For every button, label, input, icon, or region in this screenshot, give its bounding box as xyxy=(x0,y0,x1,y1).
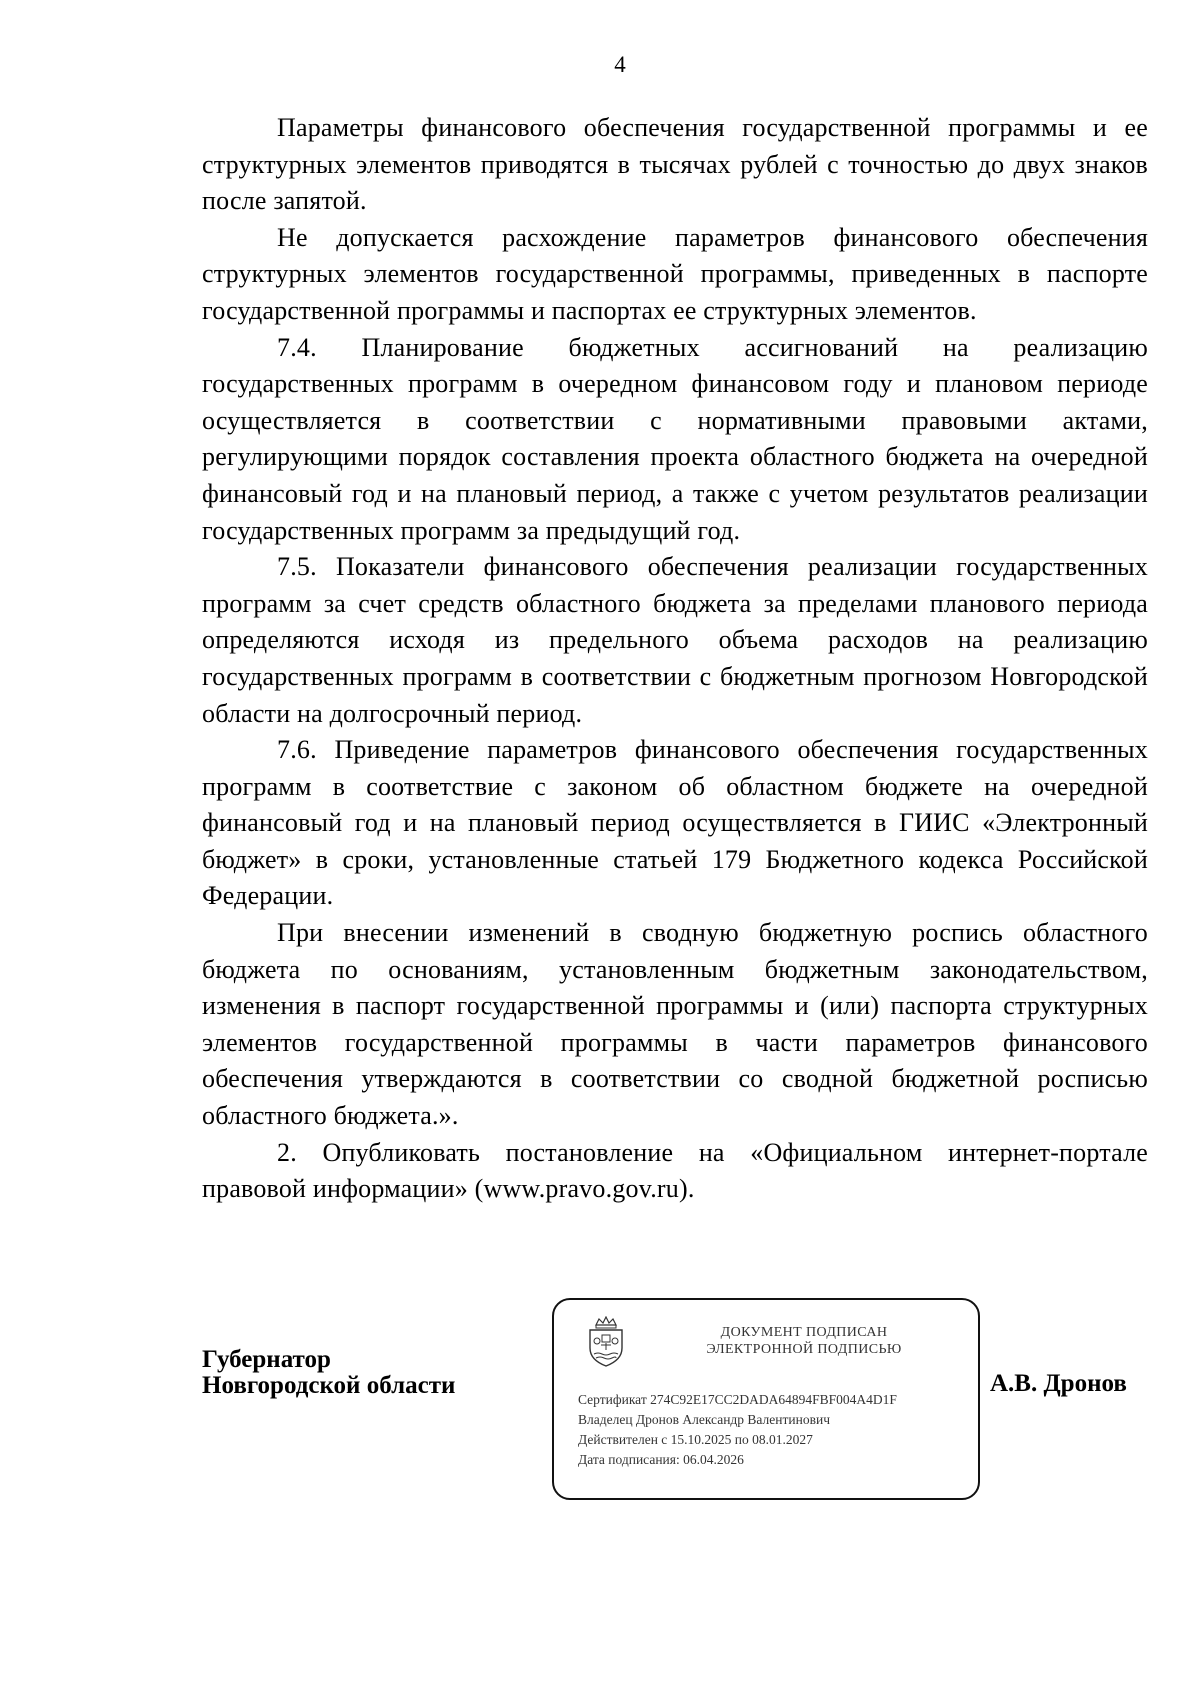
paragraph-parameters-discrepancy: Не допускается расхождение параметров финансового обеспечения структурных элементов государственной программы, приведенных в паспорте государственной программы и паспортах ее структурных элементов. xyxy=(202,222,1148,325)
paragraph-7-4: 7.4. Планирование бюджетных ассигнований на реализацию государственных программ в очередном финансовом году и плановом периоде осуществляется в соответствии с нормативными правовыми актами, регулирующими порядок составления проекта областного бюджета на очередной финансовый год и на плановый период, а также с учетом результатов реализации государственных программ за предыдущий год. xyxy=(202,332,1148,545)
stamp-validity: Действителен с 15.10.2025 по 08.01.2027 xyxy=(578,1432,813,1447)
stamp-owner: Владелец Дронов Александр Валентинович xyxy=(578,1412,830,1427)
signatory-title: Губернатор xyxy=(202,1346,331,1373)
paragraph-budget-changes: При внесении изменений в сводную бюджетную роспись областного бюджета по основаниям, установленным бюджетным законодательством, изменения в паспорт государственной программы и (или) паспорта структурных элементов государственной программы в части параметров финансового обеспечения утверждаются в соответствии со сводной бюджетной росписью областного бюджета.». xyxy=(202,918,1148,1131)
electronic-signature-stamp xyxy=(552,1298,980,1500)
coat-of-arms-icon xyxy=(584,1316,628,1368)
paragraph-7-5: 7.5. Показатели финансового обеспечения реализации государственных программ за счет средств областного бюджета за пределами планового периода определяются исходя из предельного объема расходов на реализацию государственных программ в соответствии с бюджетным прогнозом Новгородской области на долгосрочный период. xyxy=(202,552,1148,728)
document-body xyxy=(202,110,1148,1208)
stamp-details xyxy=(578,1390,897,1470)
stamp-header xyxy=(644,1324,964,1358)
signatory-region: Новгородской области xyxy=(202,1372,456,1399)
signatory-name: А.В. Дронов xyxy=(990,1370,1127,1397)
paragraph-publication: 2. Опубликовать постановление на «Официальном интернет-портале правовой информации» (www.pravo.gov.ru). xyxy=(202,1137,1148,1204)
stamp-signing-date: Дата подписания: 06.04.2026 xyxy=(578,1452,744,1467)
stamp-header-line2: ЭЛЕКТРОННОЙ ПОДПИСЬЮ xyxy=(706,1342,902,1357)
signatory-position xyxy=(202,1347,455,1399)
paragraph-7-6: 7.6. Приведение параметров финансового обеспечения государственных программ в соответствие с законом об областном бюджете на очередной финансовый год и на плановый период осуществляется в ГИИС «Электронный бюджет» в сроки, установленные статьей 179 Бюджетного кодекса Российской Федерации. xyxy=(202,735,1148,911)
paragraph-financial-parameters: Параметры финансового обеспечения государственной программы и ее структурных элементов приводятся в тысячах рублей с точностью до двух знаков после запятой. xyxy=(202,113,1148,216)
page-number: 4 xyxy=(614,52,626,77)
stamp-certificate: Сертификат 274C92E17CC2DADA64894FBF004A4D1F xyxy=(578,1392,897,1407)
stamp-header-line1: ДОКУМЕНТ ПОДПИСАН xyxy=(720,1325,888,1340)
